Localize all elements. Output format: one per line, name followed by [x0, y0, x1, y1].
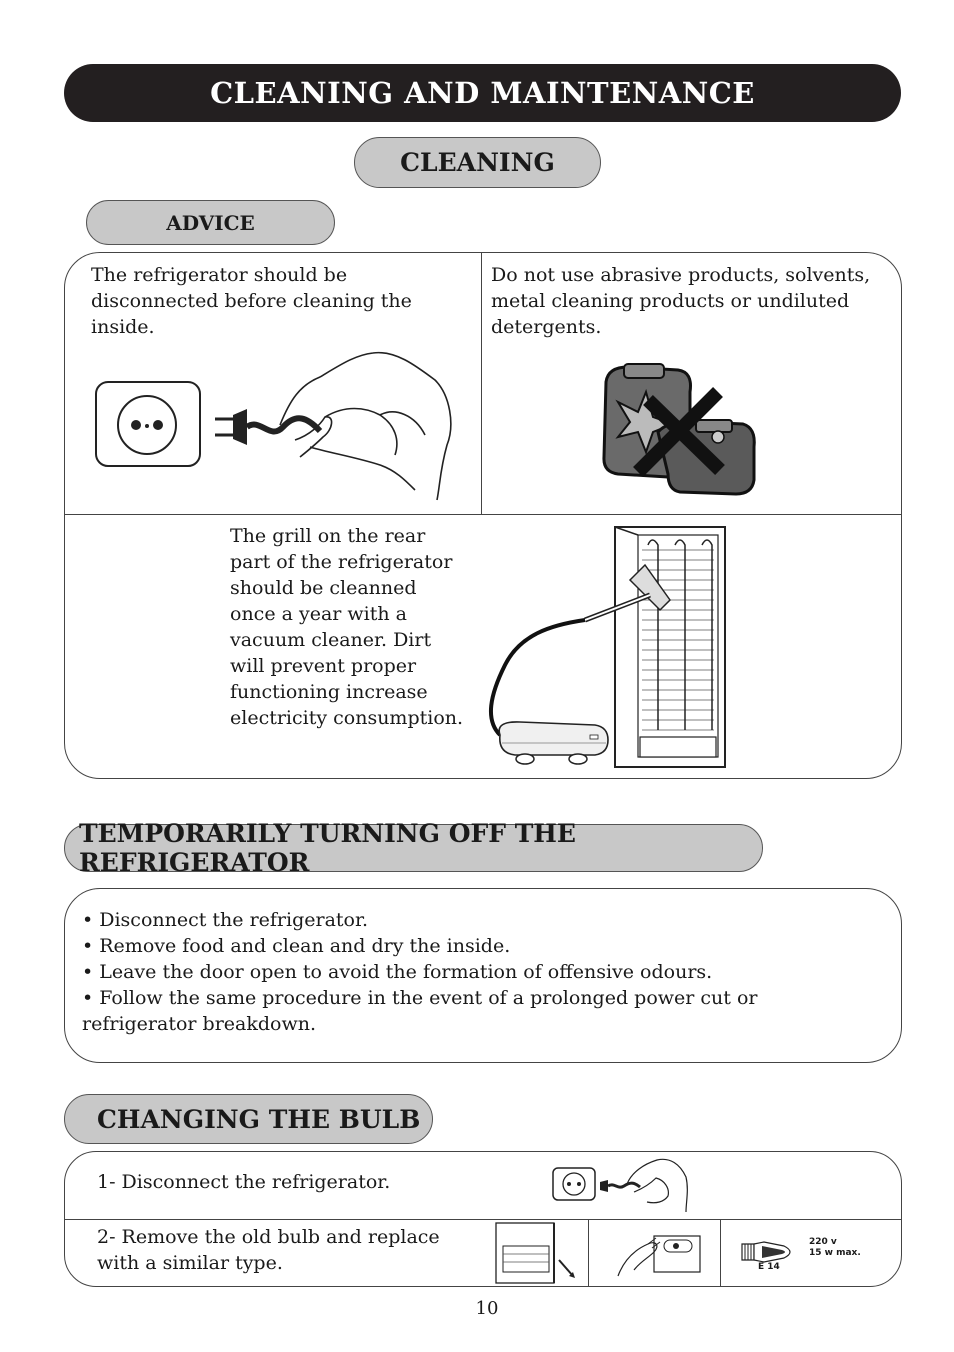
bulb-step-2-text: 2- Remove the old bulb and replace with a similar type.	[97, 1226, 440, 1274]
advice-label: ADVICE	[86, 200, 335, 245]
changing-bulb-heading: CHANGING THE BULB	[64, 1094, 433, 1144]
plug-socket-illustration	[95, 345, 465, 505]
grill-advice-text: The grill on the rear part of the refrigerator should be cleanned once a year with a vacuum cleaner. Dirt will prevent proper functioning increase electricity consumption.	[230, 525, 464, 729]
bulb-spec-socket: E 14	[758, 1262, 780, 1272]
divider	[720, 1220, 721, 1286]
divider	[481, 253, 482, 514]
list-item: • Remove food and clean and dry the inside.	[82, 935, 511, 957]
bulb-removal-icon	[604, 1230, 706, 1278]
bulb-step-1-text: 1- Disconnect the refrigerator.	[97, 1171, 391, 1193]
divider	[64, 514, 902, 515]
page-title: CLEANING AND MAINTENANCE	[64, 64, 901, 122]
fridge-interior-icon	[495, 1222, 580, 1284]
abrasive-advice-text: Do not use abrasive products, solvents, metal cleaning products or undiluted detergents.	[491, 264, 871, 338]
cleaning-heading: CLEANING	[354, 137, 601, 188]
turning-off-heading: TEMPORARILY TURNING OFF THE REFRIGERATOR	[64, 824, 763, 872]
list-item: • Disconnect the refrigerator.	[82, 909, 369, 931]
divider	[64, 1219, 902, 1220]
bulb-spec-voltage: 220 v	[809, 1237, 837, 1247]
list-item: • Follow the same procedure in the event of a prolonged power cut or refrigerator breakdown.	[82, 987, 758, 1035]
page-number: 10	[475, 1298, 499, 1319]
cleaning-products-crossed-icon	[598, 362, 758, 502]
list-item: • Leave the door open to avoid the formation of offensive odours.	[82, 961, 713, 983]
turning-off-list	[82, 907, 882, 1037]
bulb-spec-power: 15 w max.	[809, 1248, 861, 1258]
disconnect-advice-text: The refrigerator should be disconnected before cleaning the inside.	[91, 264, 412, 338]
plug-socket-small-illustration	[552, 1152, 692, 1218]
vacuum-cleaner-grill-illustration	[480, 525, 730, 770]
divider	[588, 1220, 589, 1286]
